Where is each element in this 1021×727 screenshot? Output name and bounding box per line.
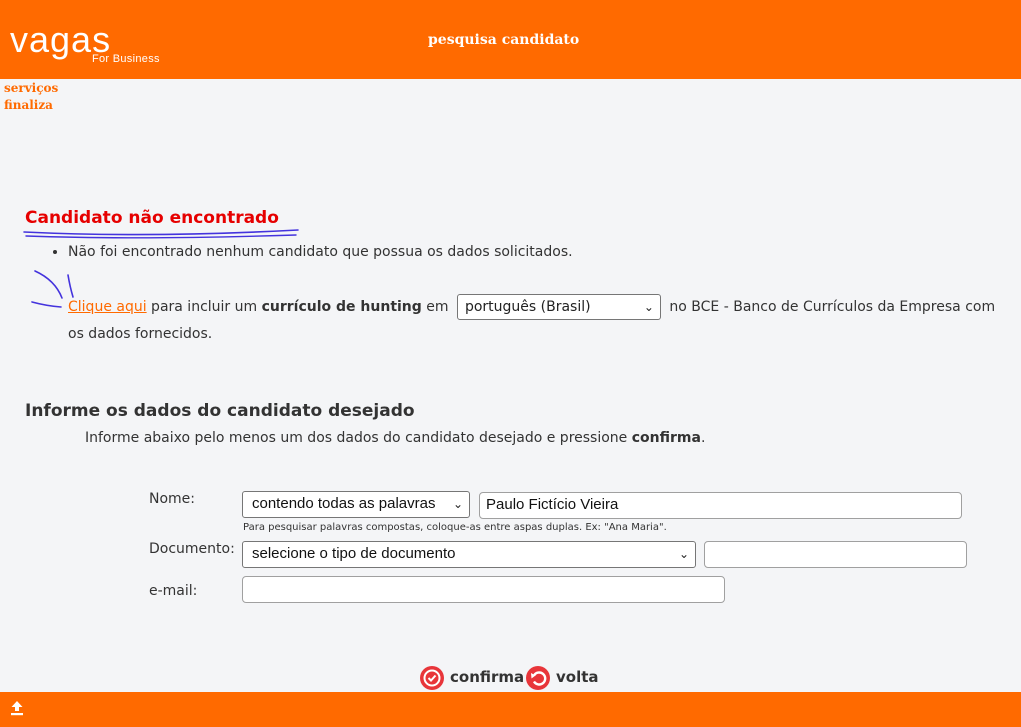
name-hint: Para pesquisar palavras compostas, coloque-as entre aspas duplas. Ex: "Ana Maria".: [243, 522, 667, 533]
include-hunting-paragraph: [68, 294, 998, 348]
search-form-description: [85, 430, 705, 446]
logo-wordmark: vagas: [10, 19, 112, 60]
scroll-top-icon[interactable]: [10, 700, 24, 720]
name-label: Nome:: [149, 491, 196, 507]
confirm-label: confirma: [450, 668, 525, 686]
document-type-select[interactable]: [242, 541, 696, 568]
email-label: e-mail:: [149, 583, 198, 599]
name-match-select[interactable]: [242, 491, 470, 518]
name-match-select-value: contendo todas as palavras: [252, 495, 436, 512]
chevron-down-icon: ⌄: [678, 547, 689, 561]
back-arrow-icon: [526, 666, 550, 690]
underline-scribble-1: [24, 230, 298, 235]
document-input[interactable]: [704, 541, 967, 568]
name-input[interactable]: [479, 492, 962, 519]
desc-text-2: .: [700, 430, 706, 446]
header-bar: [0, 0, 1021, 79]
pointer-stroke-3: [32, 302, 61, 307]
top-nav: [4, 80, 58, 114]
page-title: pesquisa candidato: [428, 32, 580, 48]
email-input[interactable]: [242, 576, 725, 603]
desc-bold: confirma: [631, 430, 701, 446]
desc-text-1: Informe abaixo pelo menos um dos dados do candidato desejado e pressione: [85, 430, 632, 446]
not-found-heading: Candidato não encontrado: [25, 208, 279, 228]
include-resume-link[interactable]: Clique aqui: [68, 299, 147, 315]
nav-link-servicos[interactable]: serviços: [4, 81, 59, 95]
back-label: volta: [556, 668, 599, 686]
document-type-select-value: selecione o tipo de documento: [252, 545, 456, 562]
name-input-value: Paulo Fictício Vieira: [486, 496, 619, 513]
logo-subtitle: For Business: [92, 53, 160, 65]
pointer-stroke-1: [35, 271, 62, 298]
include-text-1: para incluir um: [146, 299, 262, 315]
language-select[interactable]: [457, 294, 661, 320]
confirm-button[interactable]: [420, 664, 524, 690]
search-form-heading: Informe os dados do candidato desejado: [25, 401, 415, 421]
not-found-message: • Não foi encontrado nenhum candidato que possua os dados solicitados.: [68, 242, 573, 262]
include-text-2: em: [421, 299, 453, 315]
include-bold-text: currículo de hunting: [261, 299, 422, 315]
back-button[interactable]: [526, 664, 599, 690]
nav-link-finaliza[interactable]: finaliza: [4, 98, 53, 112]
language-select-value: português (Brasil): [464, 299, 591, 315]
include-text-3: no BCE - Banco de Currículos da Empresa com os dados fornecidos.: [68, 299, 996, 342]
underline-scribble-2: [26, 235, 296, 238]
chevron-down-icon: ⌄: [452, 497, 463, 511]
chevron-down-icon: ⌄: [643, 300, 654, 314]
document-label: Documento:: [149, 541, 235, 557]
check-circle-icon: [420, 666, 444, 690]
footer-bar: [0, 692, 1021, 727]
vagas-logo[interactable]: [10, 19, 160, 65]
not-found-list: [48, 242, 573, 262]
